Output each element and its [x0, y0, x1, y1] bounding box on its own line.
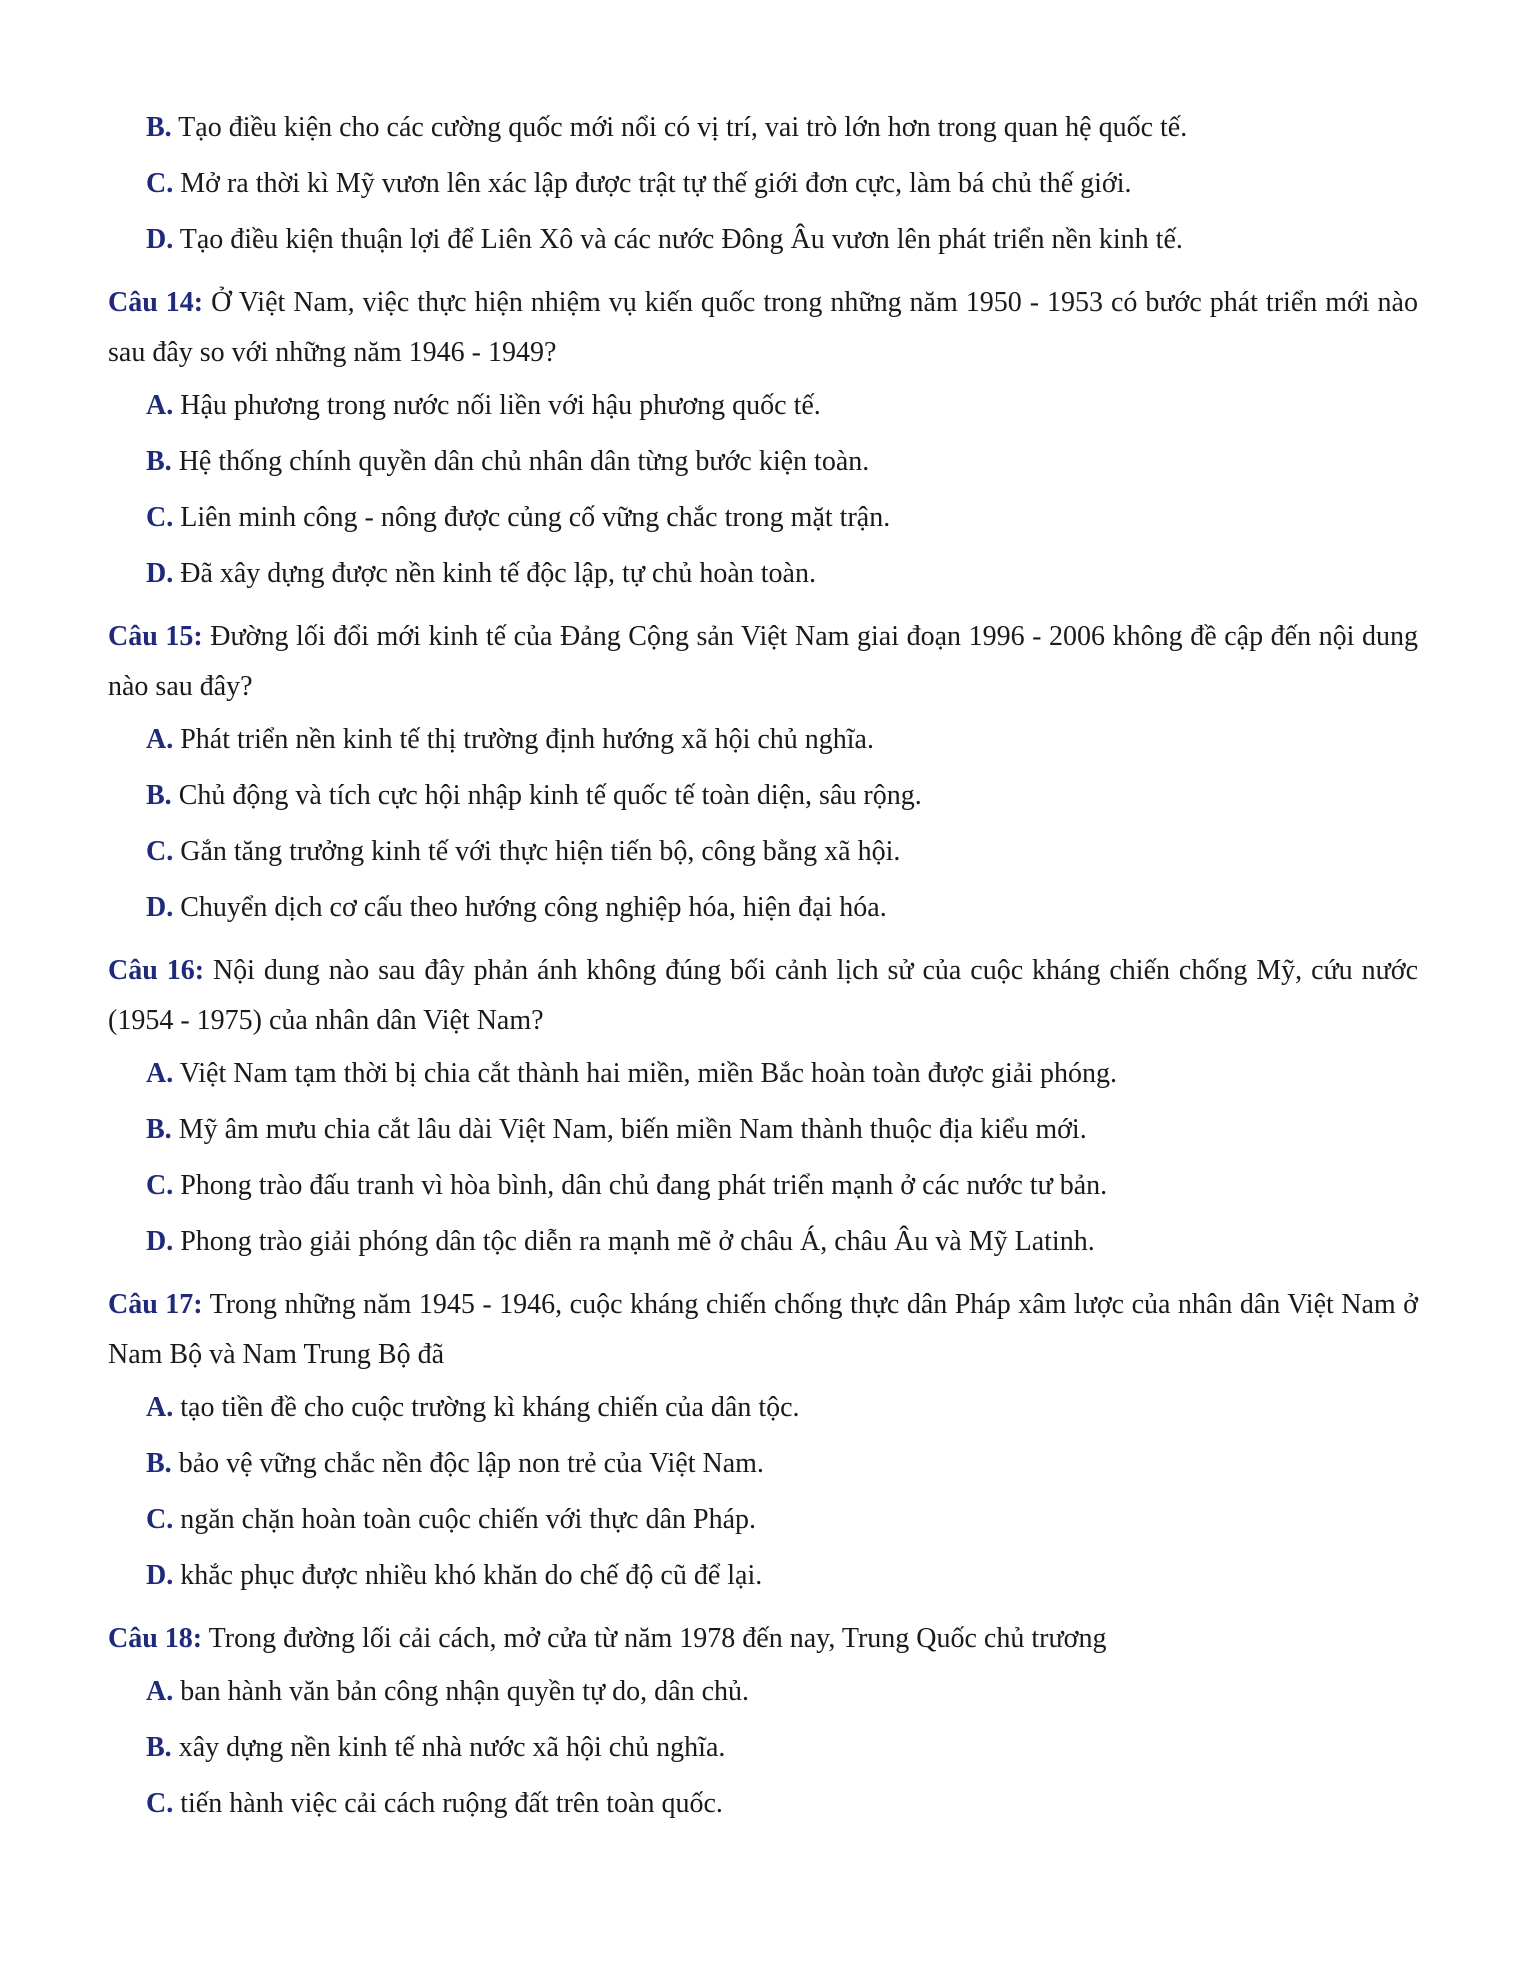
option-text: Mở ra thời kì Mỹ vươn lên xác lập được trật tự thế giới đơn cực, làm bá chủ thế giới.	[173, 168, 1132, 199]
question-text: Nội dung nào sau đây phản ánh không đúng bối cảnh lịch sử của cuộc kháng chiến chống Mỹ, cứu nước (1954 - 1975) của nhân dân Việt Nam?	[108, 955, 1418, 1036]
option-b	[108, 1720, 1418, 1776]
option-letter: B.	[146, 1114, 172, 1145]
option-text: Chuyển dịch cơ cấu theo hướng công nghiệp hóa, hiện đại hóa.	[173, 892, 887, 923]
option-text: Hệ thống chính quyền dân chủ nhân dân từng bước kiện toàn.	[171, 446, 870, 477]
question-16	[108, 946, 1418, 1270]
option-letter: D.	[146, 892, 174, 923]
option-c	[108, 490, 1418, 546]
option-letter: B.	[146, 1732, 172, 1763]
option-a	[108, 712, 1418, 768]
exam-page	[108, 100, 1418, 1832]
option-text: Tạo điều kiện cho các cường quốc mới nổi có vị trí, vai trò lớn hơn trong quan hệ quốc tế.	[171, 112, 1188, 143]
option-letter: B.	[146, 1448, 172, 1479]
option-text: Hậu phương trong nước nối liền với hậu phương quốc tế.	[173, 390, 821, 421]
option-text: Mỹ âm mưu chia cắt lâu dài Việt Nam, biến miền Nam thành thuộc địa kiểu mới.	[171, 1114, 1087, 1145]
question-label: Câu 15:	[108, 621, 203, 652]
question-label: Câu 16:	[108, 955, 205, 986]
carryover-options	[108, 100, 1418, 268]
option-letter: D.	[146, 1560, 174, 1591]
option-c	[108, 1158, 1418, 1214]
option-text: Việt Nam tạm thời bị chia cắt thành hai miền, miền Bắc hoàn toàn được giải phóng.	[173, 1058, 1118, 1089]
option-letter: A.	[146, 724, 174, 755]
question-text: Ở Việt Nam, việc thực hiện nhiệm vụ kiến quốc trong những năm 1950 - 1953 có bước phát triển mới nào sau đây so với những năm 1946 - 1949?	[108, 287, 1418, 368]
option-text: Chủ động và tích cực hội nhập kinh tế quốc tế toàn diện, sâu rộng.	[171, 780, 922, 811]
question-stem	[108, 946, 1418, 1046]
option-c	[108, 1776, 1418, 1832]
option-d	[108, 1214, 1418, 1270]
option-text: Gắn tăng trưởng kinh tế với thực hiện tiến bộ, công bằng xã hội.	[173, 836, 901, 867]
option-b	[108, 1436, 1418, 1492]
question-label: Câu 18:	[108, 1623, 203, 1654]
question-stem	[108, 1614, 1418, 1664]
option-letter: A.	[146, 1676, 174, 1707]
option-letter: B.	[146, 780, 172, 811]
question-text: Đường lối đổi mới kinh tế của Đảng Cộng sản Việt Nam giai đoạn 1996 - 2006 không đề cập đến nội dung nào sau đây?	[108, 621, 1418, 702]
question-15	[108, 612, 1418, 936]
option-text: ban hành văn bản công nhận quyền tự do, dân chủ.	[173, 1676, 750, 1707]
option-a	[108, 1664, 1418, 1720]
question-14	[108, 278, 1418, 602]
option-b	[108, 100, 1418, 156]
option-letter: C.	[146, 1788, 174, 1819]
option-letter: A.	[146, 1392, 174, 1423]
option-d	[108, 880, 1418, 936]
option-c	[108, 1492, 1418, 1548]
option-b	[108, 1102, 1418, 1158]
question-18	[108, 1614, 1418, 1832]
option-text: Phong trào đấu tranh vì hòa bình, dân chủ đang phát triển mạnh ở các nước tư bản.	[173, 1170, 1108, 1201]
option-letter: C.	[146, 836, 174, 867]
option-text: khắc phục được nhiều khó khăn do chế độ cũ để lại.	[173, 1560, 763, 1591]
option-text: Phát triển nền kinh tế thị trường định hướng xã hội chủ nghĩa.	[173, 724, 874, 755]
option-letter: D.	[146, 224, 174, 255]
option-text: tạo tiền đề cho cuộc trường kì kháng chiến của dân tộc.	[173, 1392, 800, 1423]
option-letter: D.	[146, 1226, 174, 1257]
option-letter: C.	[146, 168, 174, 199]
option-letter: A.	[146, 1058, 174, 1089]
option-b	[108, 768, 1418, 824]
option-letter: B.	[146, 446, 172, 477]
option-letter: C.	[146, 1504, 174, 1535]
option-text: Đã xây dựng được nền kinh tế độc lập, tự chủ hoàn toàn.	[173, 558, 816, 589]
option-letter: D.	[146, 558, 174, 589]
option-letter: B.	[146, 112, 172, 143]
option-a	[108, 1380, 1418, 1436]
option-text: Phong trào giải phóng dân tộc diễn ra mạnh mẽ ở châu Á, châu Âu và Mỹ Latinh.	[173, 1226, 1095, 1257]
option-c	[108, 824, 1418, 880]
option-letter: A.	[146, 390, 174, 421]
question-stem	[108, 1280, 1418, 1380]
option-text: Tạo điều kiện thuận lợi để Liên Xô và các nước Đông Âu vươn lên phát triển nền kinh tế.	[173, 224, 1183, 255]
question-stem	[108, 278, 1418, 378]
option-letter: C.	[146, 1170, 174, 1201]
option-letter: C.	[146, 502, 174, 533]
option-a	[108, 1046, 1418, 1102]
question-text: Trong đường lối cải cách, mở cửa từ năm 1978 đến nay, Trung Quốc chủ trương	[202, 1623, 1107, 1654]
option-text: xây dựng nền kinh tế nhà nước xã hội chủ nghĩa.	[171, 1732, 726, 1763]
question-17	[108, 1280, 1418, 1604]
option-text: tiến hành việc cải cách ruộng đất trên toàn quốc.	[173, 1788, 723, 1819]
option-text: Liên minh công - nông được củng cố vững chắc trong mặt trận.	[173, 502, 891, 533]
option-b	[108, 434, 1418, 490]
question-stem	[108, 612, 1418, 712]
option-d	[108, 1548, 1418, 1604]
question-label: Câu 14:	[108, 287, 204, 318]
option-text: ngăn chặn hoàn toàn cuộc chiến với thực dân Pháp.	[173, 1504, 757, 1535]
option-a	[108, 378, 1418, 434]
option-text: bảo vệ vững chắc nền độc lập non trẻ của Việt Nam.	[171, 1448, 764, 1479]
question-text: Trong những năm 1945 - 1946, cuộc kháng chiến chống thực dân Pháp xâm lược của nhân dân Việt Nam ở Nam Bộ và Nam Trung Bộ đã	[108, 1289, 1418, 1370]
question-label: Câu 17:	[108, 1289, 203, 1320]
option-d	[108, 546, 1418, 602]
option-d	[108, 212, 1418, 268]
option-c	[108, 156, 1418, 212]
